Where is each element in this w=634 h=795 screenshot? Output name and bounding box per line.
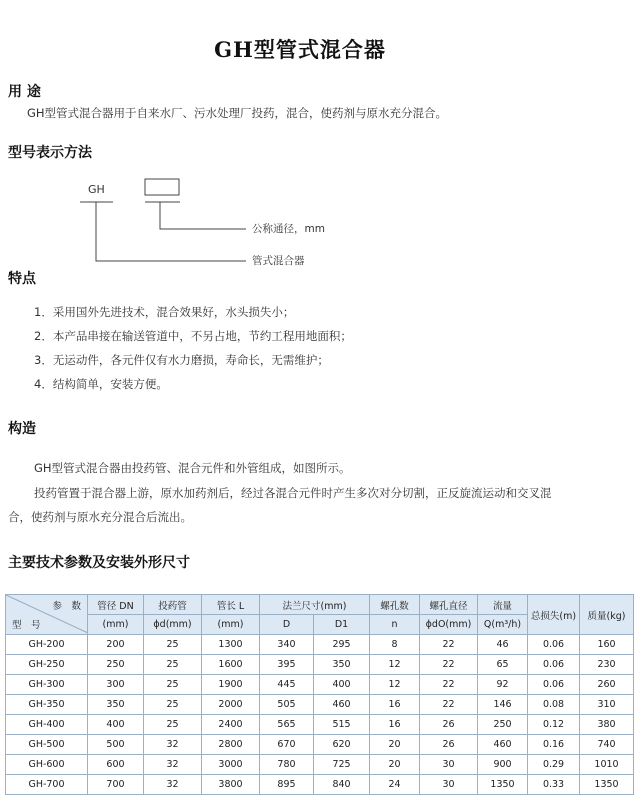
table-cell: 0.33 bbox=[528, 775, 580, 795]
table-cell: 25 bbox=[144, 675, 202, 695]
table-cell: 22 bbox=[420, 635, 478, 655]
table-cell: 515 bbox=[314, 715, 370, 735]
header-flange-d1: D1 bbox=[314, 615, 370, 635]
table-cell: 445 bbox=[260, 675, 314, 695]
specs-heading: 主要技术参数及安装外形尺寸 bbox=[8, 555, 190, 571]
table-cell: 0.08 bbox=[528, 695, 580, 715]
table-cell: 350 bbox=[88, 695, 144, 715]
feature-item: 3．无运动件，各元件仅有水力磨损，寿命长，无需维护； bbox=[34, 353, 329, 367]
table-cell: 380 bbox=[580, 715, 634, 735]
table-cell: 395 bbox=[260, 655, 314, 675]
table-cell: 260 bbox=[580, 675, 634, 695]
header-bolt-dia: 螺孔直径 bbox=[420, 595, 478, 615]
table-row bbox=[6, 675, 634, 695]
table-cell: 25 bbox=[144, 695, 202, 715]
table-cell: 25 bbox=[144, 715, 202, 735]
model-heading: 型号表示方法 bbox=[8, 145, 92, 161]
header-dose: 投药管 bbox=[144, 595, 202, 615]
corner-bottom-label: 型 号 bbox=[12, 620, 41, 631]
label-type: 管式混合器 bbox=[252, 255, 305, 267]
header-len-unit: (mm) bbox=[202, 615, 260, 635]
table-cell: 32 bbox=[144, 775, 202, 795]
table-cell: 2000 bbox=[202, 695, 260, 715]
header-loss: 总损失(m) bbox=[528, 595, 580, 635]
header-flow-unit: Q(m³/h) bbox=[478, 615, 528, 635]
header-dn: 管径 DN bbox=[88, 595, 144, 615]
spec-table bbox=[5, 594, 634, 795]
table-cell: 46 bbox=[478, 635, 528, 655]
table-cell: 26 bbox=[420, 715, 478, 735]
table-cell: 740 bbox=[580, 735, 634, 755]
header-mass: 质量(kg) bbox=[580, 595, 634, 635]
table-cell: 2800 bbox=[202, 735, 260, 755]
table-cell: 350 bbox=[314, 655, 370, 675]
table-row bbox=[6, 735, 634, 755]
table-cell: 0.06 bbox=[528, 675, 580, 695]
table-cell: 25 bbox=[144, 635, 202, 655]
page-title: GH型管式混合器 bbox=[214, 37, 386, 62]
table-cell: 16 bbox=[370, 715, 420, 735]
table-row bbox=[6, 715, 634, 735]
table-cell: 12 bbox=[370, 675, 420, 695]
table-row bbox=[6, 755, 634, 775]
table-cell: 2400 bbox=[202, 715, 260, 735]
table-cell: 1010 bbox=[580, 755, 634, 775]
label-dn: 公称通径，mm bbox=[252, 223, 325, 235]
table-cell: 20 bbox=[370, 755, 420, 775]
table-cell: 310 bbox=[580, 695, 634, 715]
table-cell: 1900 bbox=[202, 675, 260, 695]
header-bolt-dia-unit: ϕdO(mm) bbox=[420, 615, 478, 635]
model-dn-box bbox=[145, 179, 179, 195]
model-cell: GH-700 bbox=[6, 775, 88, 795]
table-cell: 505 bbox=[260, 695, 314, 715]
table-cell: 32 bbox=[144, 755, 202, 775]
table-cell: 3800 bbox=[202, 775, 260, 795]
features-heading: 特点 bbox=[8, 271, 36, 287]
table-cell: 65 bbox=[478, 655, 528, 675]
table-cell: 500 bbox=[88, 735, 144, 755]
table-cell: 230 bbox=[580, 655, 634, 675]
table-row bbox=[6, 635, 634, 655]
table-cell: 20 bbox=[370, 735, 420, 755]
table-cell: 565 bbox=[260, 715, 314, 735]
table-cell: 26 bbox=[420, 735, 478, 755]
table-cell: 700 bbox=[88, 775, 144, 795]
corner-header-cell bbox=[6, 595, 88, 635]
table-cell: 300 bbox=[88, 675, 144, 695]
feature-item: 4．结构简单，安装方便。 bbox=[34, 377, 168, 391]
table-cell: 146 bbox=[478, 695, 528, 715]
model-cell: GH-600 bbox=[6, 755, 88, 775]
table-cell: 400 bbox=[88, 715, 144, 735]
structure-para1: GH型管式混合器由投药管、混合元件和外管组成，如图所示。 bbox=[34, 461, 351, 475]
header-dn-unit: (mm) bbox=[88, 615, 144, 635]
type-leader-line bbox=[96, 202, 246, 261]
table-cell: 0.06 bbox=[528, 635, 580, 655]
table-cell: 30 bbox=[420, 775, 478, 795]
table-cell: 670 bbox=[260, 735, 314, 755]
table-cell: 24 bbox=[370, 775, 420, 795]
table-cell: 8 bbox=[370, 635, 420, 655]
table-cell: 32 bbox=[144, 735, 202, 755]
table-cell: 3000 bbox=[202, 755, 260, 775]
table-cell: 25 bbox=[144, 655, 202, 675]
model-prefix: GH bbox=[88, 183, 105, 196]
table-cell: 250 bbox=[478, 715, 528, 735]
model-cell: GH-200 bbox=[6, 635, 88, 655]
table-cell: 1300 bbox=[202, 635, 260, 655]
table-cell: 22 bbox=[420, 655, 478, 675]
dn-leader-line bbox=[160, 202, 246, 229]
header-bolts: 螺孔数 bbox=[370, 595, 420, 615]
model-cell: GH-250 bbox=[6, 655, 88, 675]
header-bolts-unit: n bbox=[370, 615, 420, 635]
feature-item: 2．本产品串接在输送管道中，不另占地，节约工程用地面积； bbox=[34, 329, 352, 343]
structure-para2-line2: 合，使药剂与原水充分混合后流出。 bbox=[8, 510, 192, 524]
table-row bbox=[6, 695, 634, 715]
table-cell: 340 bbox=[260, 635, 314, 655]
model-cell: GH-350 bbox=[6, 695, 88, 715]
table-cell: 620 bbox=[314, 735, 370, 755]
table-cell: 1350 bbox=[580, 775, 634, 795]
structure-heading: 构造 bbox=[8, 421, 36, 437]
table-cell: 0.16 bbox=[528, 735, 580, 755]
model-cell: GH-300 bbox=[6, 675, 88, 695]
table-cell: 780 bbox=[260, 755, 314, 775]
table-cell: 22 bbox=[420, 695, 478, 715]
table-row bbox=[6, 775, 634, 795]
table-cell: 200 bbox=[88, 635, 144, 655]
table-cell: 840 bbox=[314, 775, 370, 795]
table-cell: 895 bbox=[260, 775, 314, 795]
table-cell: 1600 bbox=[202, 655, 260, 675]
header-flange-d: D bbox=[260, 615, 314, 635]
table-row bbox=[6, 655, 634, 675]
header-len: 管长 L bbox=[202, 595, 260, 615]
table-cell: 16 bbox=[370, 695, 420, 715]
header-flow: 流量 bbox=[478, 595, 528, 615]
header-flange: 法兰尺寸(mm) bbox=[260, 595, 370, 615]
table-cell: 92 bbox=[478, 675, 528, 695]
table-cell: 0.29 bbox=[528, 755, 580, 775]
table-cell: 1350 bbox=[478, 775, 528, 795]
table-cell: 0.06 bbox=[528, 655, 580, 675]
table-cell: 0.12 bbox=[528, 715, 580, 735]
table-cell: 160 bbox=[580, 635, 634, 655]
table-cell: 460 bbox=[478, 735, 528, 755]
model-cell: GH-400 bbox=[6, 715, 88, 735]
table-cell: 460 bbox=[314, 695, 370, 715]
structure-para2-line1: 投药管置于混合器上游，原水加药剂后，经过各混合元件时产生多次对分切割，正反旋流运动和交叉混 bbox=[34, 486, 552, 500]
table-cell: 900 bbox=[478, 755, 528, 775]
table-cell: 295 bbox=[314, 635, 370, 655]
corner-top-label: 参 数 bbox=[52, 601, 81, 612]
model-cell: GH-500 bbox=[6, 735, 88, 755]
table-cell: 250 bbox=[88, 655, 144, 675]
header-dose-unit: ϕd(mm) bbox=[144, 615, 202, 635]
table-cell: 12 bbox=[370, 655, 420, 675]
table-cell: 600 bbox=[88, 755, 144, 775]
usage-heading: 用 途 bbox=[8, 84, 41, 100]
table-cell: 22 bbox=[420, 675, 478, 695]
table-cell: 725 bbox=[314, 755, 370, 775]
feature-item: 1．采用国外先进技术，混合效果好，水头损失小； bbox=[34, 305, 295, 319]
table-cell: 400 bbox=[314, 675, 370, 695]
usage-text: GH型管式混合器用于自来水厂、污水处理厂投药，混合，使药剂与原水充分混合。 bbox=[27, 106, 448, 120]
table-cell: 30 bbox=[420, 755, 478, 775]
